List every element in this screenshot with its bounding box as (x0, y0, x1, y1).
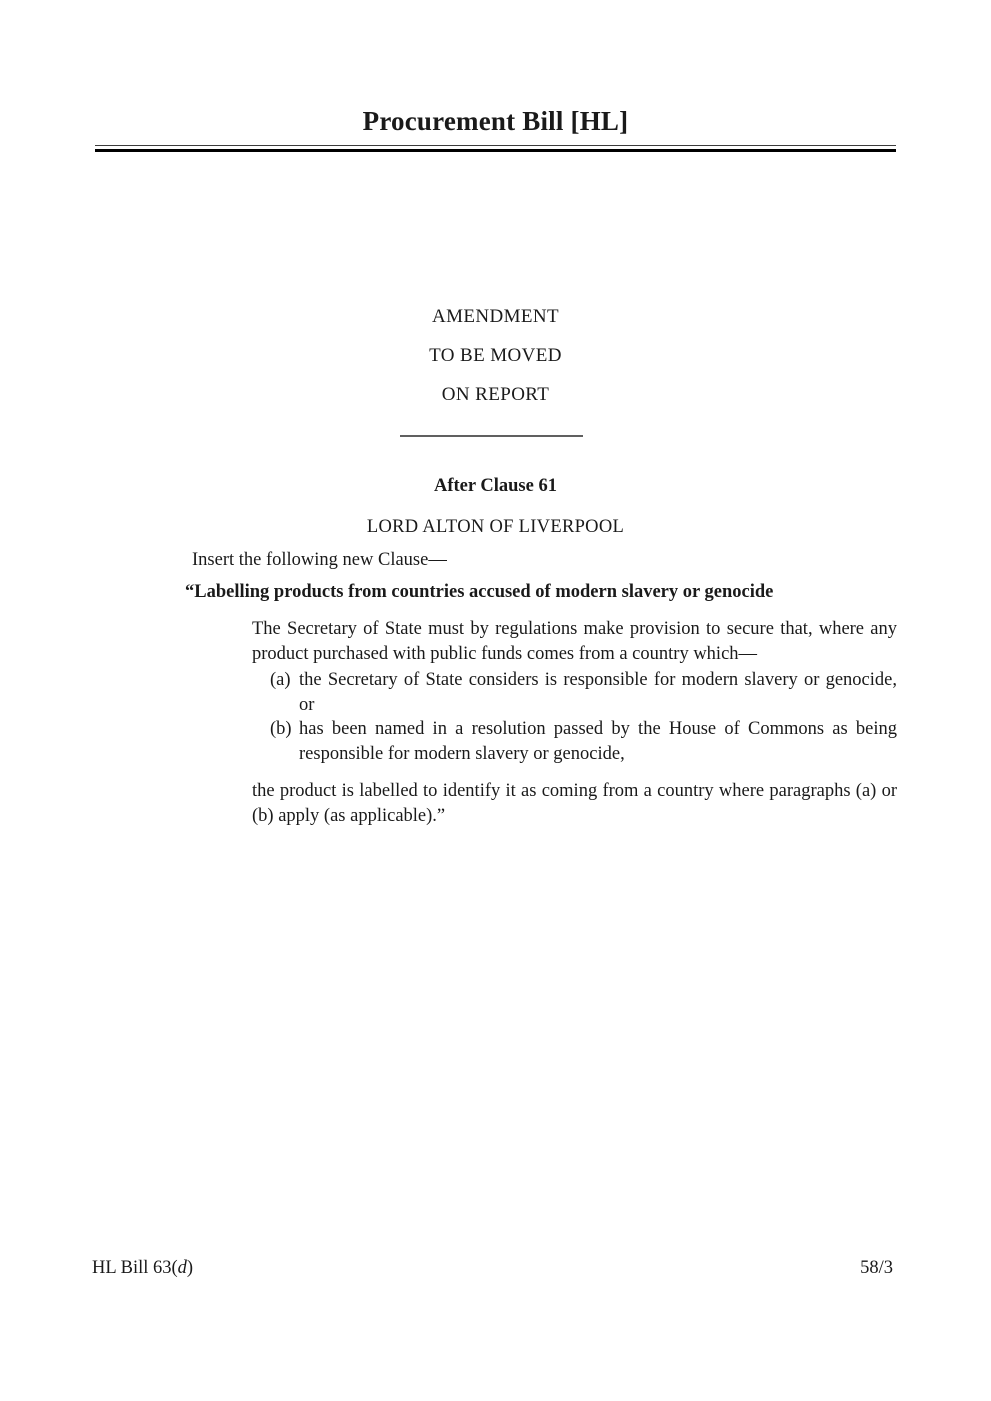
section-divider-rule (400, 435, 583, 437)
notice-line-to-be-moved: TO BE MOVED (429, 345, 562, 366)
document-title: Procurement Bill [HL] (362, 106, 629, 136)
sponsor-name: LORD ALTON OF LIVERPOOL (366, 517, 625, 537)
amendment-notice (0, 306, 991, 423)
subparagraph-b-marker: (b) (270, 719, 292, 739)
amendment-body (185, 548, 897, 828)
after-clause-heading: After Clause 61 (434, 476, 557, 496)
bill-reference-italic: d (177, 1258, 187, 1278)
insert-instruction: Insert the following new Clause— (192, 550, 447, 570)
clause-opening-text: The Secretary of State must by regulations make provision to secure that, where any product purchased with public funds comes from a country which— (252, 619, 897, 664)
bill-reference-prefix: HL Bill 63( (92, 1258, 178, 1278)
clause-subparagraph-a (270, 668, 897, 717)
bill-reference-suffix: ) (186, 1258, 194, 1278)
title-double-rule (95, 145, 896, 152)
notice-line-amendment: AMENDMENT (431, 306, 560, 327)
subparagraph-b-text: has been named in a resolution passed by the House of Commons as being responsible for modern slavery or genocide, (299, 719, 897, 764)
clause-subparagraph-b (270, 717, 897, 766)
clause-subparagraph-list (192, 668, 897, 766)
subparagraph-a-text: the Secretary of State considers is responsible for modern slavery or genocide, or (299, 670, 897, 715)
amendment-number: 58/3 (860, 1258, 893, 1278)
bill-reference (92, 1258, 193, 1279)
notice-line-on-report: ON REPORT (441, 384, 550, 405)
page-footer (92, 1258, 893, 1279)
subparagraph-a-marker: (a) (270, 670, 291, 690)
clause-closing-text: the product is labelled to identify it as coming from a country where paragraphs (a) or (b) apply (as applicable).” (252, 781, 897, 826)
new-clause-title: “Labelling products from countries accused of modern slavery or genocide (185, 581, 774, 602)
